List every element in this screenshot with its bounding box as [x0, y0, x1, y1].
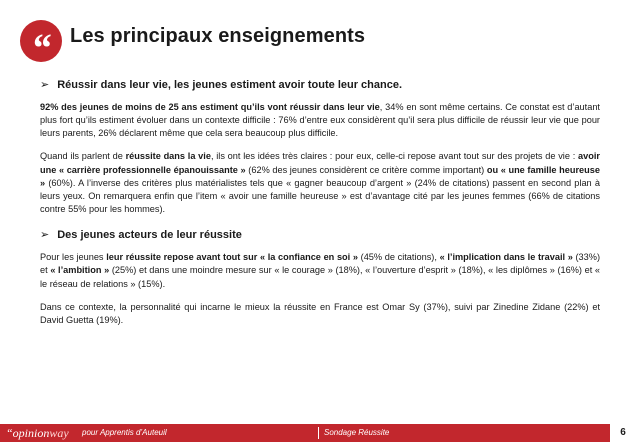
logo-text: “opinion	[6, 426, 50, 440]
paragraph-text: , ils ont les idées très claires : pour eux, celle-ci repose avant tout sur des projets de vie :	[210, 151, 579, 162]
paragraph-bold: « l’ambition »	[50, 265, 110, 276]
arrow-bullet-icon: ➢	[40, 79, 50, 91]
main-content	[40, 78, 600, 327]
logo-text-accent: way	[49, 426, 69, 440]
quote-mark-icon: “	[31, 25, 51, 70]
paragraph-text: (45% de citations),	[357, 252, 440, 263]
paragraph-reussite-vie	[40, 150, 600, 216]
paragraph-personnalite: Dans ce contexte, la personnalité qui incarne le mieux la réussite en France est Omar Sy (37%), suivi par Zinedine Zidane (22%) et David Guetta (19%).	[40, 301, 600, 325]
footer	[0, 424, 638, 442]
opinionway-logo	[6, 426, 69, 441]
paragraph-bold: « l’implication dans le travail »	[439, 252, 573, 263]
paragraph-text: , 34% en sont même certains. Ce constat est d’autant plus fort qu’ils estiment évoluer dans un contexte difficile : 76% d’entre eux considèrent qu’il sera plus difficile de réussir leur vie que pour leurs parents, 26% déclarent même que cela sera beaucoup plus difficile.	[40, 102, 600, 139]
paragraph-text: Pour les jeunes	[40, 252, 107, 263]
paragraph-text: (62% des jeunes considèrent ce critère comme important)	[245, 164, 487, 175]
paragraph-bold: réussite dans la vie	[125, 151, 211, 162]
paragraph-text: Quand ils parlent de	[40, 151, 126, 162]
arrow-bullet-icon: ➢	[40, 229, 50, 242]
paragraph-bold: ou « une famille heureuse »	[40, 164, 600, 188]
section-heading-text: Des jeunes acteurs de leur réussite	[57, 228, 242, 241]
paragraph-confiance	[40, 251, 600, 290]
paragraph-text: (25%) et dans une moindre mesure sur « le courage » (18%), « l’ouverture d’esprit » (18%), « les diplômes » (16%) et « le réseau de relations » (15%).	[40, 265, 600, 289]
paragraph-bold: 92% des jeunes de moins de 25 ans estiment qu’ils vont réussir dans leur vie	[40, 102, 380, 112]
quote-badge	[20, 20, 62, 70]
section-heading-text: Réussir dans leur vie, les jeunes estiment avoir toute leur chance.	[57, 78, 403, 91]
paragraph-text: (33%) et	[40, 252, 601, 276]
page-title: Les principaux enseignements	[70, 25, 366, 47]
paragraph-92-percent	[40, 101, 600, 140]
paragraph-text: (60%). A l’inverse des critères plus matérialistes tels que « gagner beaucoup d’argent » (24% de citations) passent en second plan à leurs yeux. On remarquera enfin que l’item « avoir une famille heureuse » est d’avantage cité par les jeunes femmes (66% de citations contre 55% pour les hommes).	[40, 177, 600, 215]
footer-divider	[318, 427, 319, 439]
footer-survey: Sondage Réussite	[324, 428, 390, 437]
paragraph-bold: avoir une « carrière professionnelle épanouissante »	[40, 151, 600, 175]
paragraph-bold: leur réussite repose avant tout sur « la confiance en soi »	[106, 252, 358, 263]
section-heading-acteurs	[40, 228, 600, 241]
page-number: 6	[620, 427, 626, 438]
footer-client: pour Apprentis d’Auteuil	[82, 428, 167, 437]
section-heading-reussir	[40, 78, 600, 91]
